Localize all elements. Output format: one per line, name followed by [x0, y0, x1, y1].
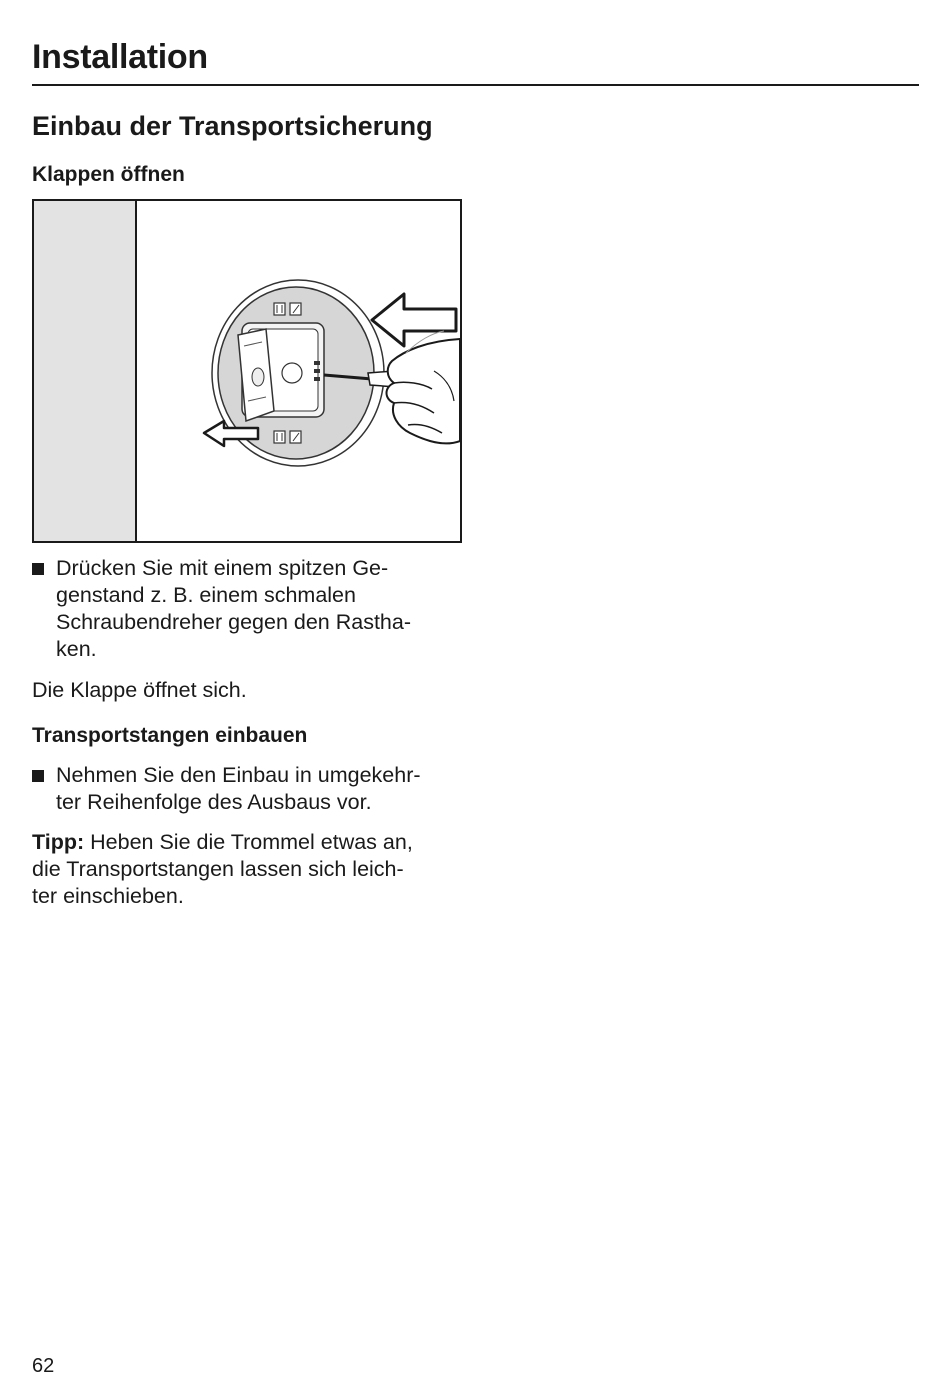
page-number: 62: [32, 1355, 55, 1377]
page-title: Installation: [32, 38, 208, 76]
step-line: ken.: [56, 637, 97, 661]
hand-icon: [387, 331, 461, 443]
title-divider: [32, 84, 919, 86]
tip-label: Tipp:: [32, 830, 85, 854]
step-line: Drücken Sie mit einem spitzen Ge-: [56, 556, 389, 580]
step-line: genstand z. B. einem schmalen: [56, 583, 356, 607]
tip-line: Heben Sie die Trommel etwas an,: [84, 830, 413, 854]
flap-opening-illustration: [32, 199, 462, 543]
open-flap-result: Die Klappe öffnet sich.: [32, 678, 247, 702]
tip-line: ter einschieben.: [32, 884, 184, 908]
step-line: Schraubendreher gegen den Rastha-: [56, 610, 412, 634]
install-rods-step: [32, 762, 462, 816]
open-flap-heading: Klappen öffnen: [32, 163, 185, 186]
tip-paragraph: [32, 829, 472, 910]
arrow-left-icon: [372, 294, 456, 346]
tip-line: die Transportstangen lassen sich leich-: [32, 857, 404, 881]
install-rods-heading: Transportstangen einbauen: [32, 724, 308, 747]
square-bullet-icon: [32, 770, 44, 782]
section-heading: Einbau der Transportsicherung: [32, 111, 433, 141]
square-bullet-icon: [32, 563, 44, 575]
step-line: Nehmen Sie den Einbau in umgekehr-: [56, 763, 421, 787]
open-flap-step: [32, 555, 462, 663]
step-line: ter Reihenfolge des Ausbaus vor.: [56, 790, 372, 814]
